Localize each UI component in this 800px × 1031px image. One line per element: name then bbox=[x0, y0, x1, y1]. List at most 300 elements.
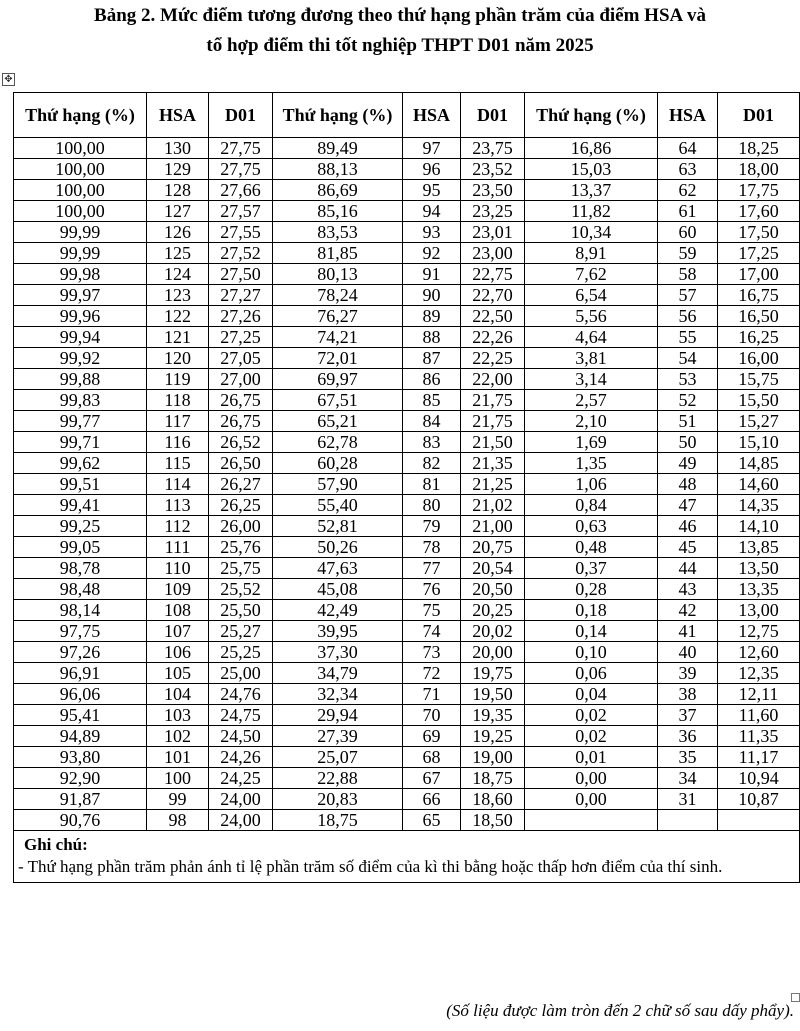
table-cell: 17,75 bbox=[718, 180, 800, 201]
table-cell: 49 bbox=[658, 453, 718, 474]
table-cell: 26,27 bbox=[209, 474, 273, 495]
table-row bbox=[14, 411, 800, 432]
table-cell: 27,52 bbox=[209, 243, 273, 264]
table-cell: 25,27 bbox=[209, 621, 273, 642]
table-cell: 0,02 bbox=[525, 726, 658, 747]
table-row bbox=[14, 768, 800, 789]
table-cell: 86,69 bbox=[273, 180, 403, 201]
table-cell: 17,50 bbox=[718, 222, 800, 243]
table-cell: 47,63 bbox=[273, 558, 403, 579]
table-cell: 81,85 bbox=[273, 243, 403, 264]
table-cell: 24,50 bbox=[209, 726, 273, 747]
table-cell: 26,52 bbox=[209, 432, 273, 453]
table-cell: 80 bbox=[403, 495, 461, 516]
table-cell: 100,00 bbox=[14, 159, 147, 180]
table-cell: 17,25 bbox=[718, 243, 800, 264]
table-cell: 36 bbox=[658, 726, 718, 747]
table-cell: 13,85 bbox=[718, 537, 800, 558]
table-cell: 95,41 bbox=[14, 705, 147, 726]
table-cell: 74 bbox=[403, 621, 461, 642]
table-cell: 99,98 bbox=[14, 264, 147, 285]
table-cell: 59 bbox=[658, 243, 718, 264]
table-cell: 89 bbox=[403, 306, 461, 327]
table-cell: 111 bbox=[147, 537, 209, 558]
table-cell: 15,10 bbox=[718, 432, 800, 453]
table-cell: 25,50 bbox=[209, 600, 273, 621]
table-row bbox=[14, 201, 800, 222]
table-cell: 10,87 bbox=[718, 789, 800, 810]
table-cell: 50,26 bbox=[273, 537, 403, 558]
table-cell: 69 bbox=[403, 726, 461, 747]
table-row bbox=[14, 369, 800, 390]
table-cell: 94 bbox=[403, 201, 461, 222]
table-cell: 98,48 bbox=[14, 579, 147, 600]
table-cell: 27,25 bbox=[209, 327, 273, 348]
table-cell: 20,50 bbox=[461, 579, 525, 600]
table-cell: 99,62 bbox=[14, 453, 147, 474]
table-row bbox=[14, 663, 800, 684]
table-cell: 0,06 bbox=[525, 663, 658, 684]
table-cell: 50 bbox=[658, 432, 718, 453]
table-cell: 26,75 bbox=[209, 390, 273, 411]
table-cell: 42 bbox=[658, 600, 718, 621]
header-hsa-1: HSA bbox=[147, 93, 209, 138]
table-cell: 121 bbox=[147, 327, 209, 348]
table-cell: 97 bbox=[403, 138, 461, 159]
table-row bbox=[14, 747, 800, 768]
table-cell: 13,37 bbox=[525, 180, 658, 201]
table-cell: 75 bbox=[403, 600, 461, 621]
table-cell: 47 bbox=[658, 495, 718, 516]
table-cell: 72 bbox=[403, 663, 461, 684]
table-cell: 98,14 bbox=[14, 600, 147, 621]
table-cell: 70 bbox=[403, 705, 461, 726]
table-cell: 27,75 bbox=[209, 159, 273, 180]
table-cell: 98 bbox=[147, 810, 209, 831]
table-cell: 99,99 bbox=[14, 243, 147, 264]
table-cell: 15,50 bbox=[718, 390, 800, 411]
table-cell: 19,50 bbox=[461, 684, 525, 705]
title-line-1: Bảng 2. Mức điểm tương đương theo thứ hạng phần trăm của điểm HSA và bbox=[94, 5, 706, 26]
table-cell: 98,78 bbox=[14, 558, 147, 579]
table-cell: 31 bbox=[658, 789, 718, 810]
table-cell: 23,52 bbox=[461, 159, 525, 180]
table-cell: 68 bbox=[403, 747, 461, 768]
table-row bbox=[14, 537, 800, 558]
table-row bbox=[14, 453, 800, 474]
table-cell: 24,76 bbox=[209, 684, 273, 705]
table-cell: 119 bbox=[147, 369, 209, 390]
table-row bbox=[14, 705, 800, 726]
table-cell: 118 bbox=[147, 390, 209, 411]
table-cell: 0,48 bbox=[525, 537, 658, 558]
table-cell: 15,75 bbox=[718, 369, 800, 390]
table-cell: 1,69 bbox=[525, 432, 658, 453]
table-cell: 27,39 bbox=[273, 726, 403, 747]
table-cell: 40 bbox=[658, 642, 718, 663]
table-cell: 0,14 bbox=[525, 621, 658, 642]
table-cell: 22,00 bbox=[461, 369, 525, 390]
table-cell bbox=[525, 810, 658, 831]
table-cell: 12,60 bbox=[718, 642, 800, 663]
table-cell: 21,35 bbox=[461, 453, 525, 474]
table-cell: 25,00 bbox=[209, 663, 273, 684]
table-cell: 17,60 bbox=[718, 201, 800, 222]
table-cell: 88,13 bbox=[273, 159, 403, 180]
table-cell: 19,25 bbox=[461, 726, 525, 747]
table-cell: 100,00 bbox=[14, 138, 147, 159]
table-cell: 27,05 bbox=[209, 348, 273, 369]
table-cell bbox=[718, 810, 800, 831]
table-cell: 128 bbox=[147, 180, 209, 201]
table-cell: 14,85 bbox=[718, 453, 800, 474]
table-cell: 79 bbox=[403, 516, 461, 537]
table-cell: 6,54 bbox=[525, 285, 658, 306]
table-cell: 26,00 bbox=[209, 516, 273, 537]
table-cell: 52 bbox=[658, 390, 718, 411]
table-cell: 25,76 bbox=[209, 537, 273, 558]
table-cell: 16,75 bbox=[718, 285, 800, 306]
table-cell: 97,75 bbox=[14, 621, 147, 642]
table-cell: 11,35 bbox=[718, 726, 800, 747]
table-cell: 109 bbox=[147, 579, 209, 600]
source-note: (Số liệu được làm tròn đến 2 chữ số sau dấy phẩy). bbox=[446, 1001, 794, 1020]
table-cell: 21,00 bbox=[461, 516, 525, 537]
table-cell: 13,50 bbox=[718, 558, 800, 579]
table-cell: 97,26 bbox=[14, 642, 147, 663]
table-cell: 34,79 bbox=[273, 663, 403, 684]
table-cell: 0,02 bbox=[525, 705, 658, 726]
table-cell: 91 bbox=[403, 264, 461, 285]
table-cell: 51 bbox=[658, 411, 718, 432]
table-cell: 7,62 bbox=[525, 264, 658, 285]
table-cell: 67 bbox=[403, 768, 461, 789]
table-move-handle-icon[interactable]: ✥ bbox=[2, 73, 15, 86]
table-cell: 0,18 bbox=[525, 600, 658, 621]
table-cell: 11,60 bbox=[718, 705, 800, 726]
table-cell: 13,00 bbox=[718, 600, 800, 621]
table-cell: 21,50 bbox=[461, 432, 525, 453]
table-cell: 16,25 bbox=[718, 327, 800, 348]
table-row bbox=[14, 432, 800, 453]
table-cell: 72,01 bbox=[273, 348, 403, 369]
header-rank-1: Thứ hạng (%) bbox=[14, 93, 147, 138]
table-cell: 80,13 bbox=[273, 264, 403, 285]
table-cell: 18,60 bbox=[461, 789, 525, 810]
table-cell: 63 bbox=[658, 159, 718, 180]
table-cell: 18,25 bbox=[718, 138, 800, 159]
table-cell: 93 bbox=[403, 222, 461, 243]
table-cell: 48 bbox=[658, 474, 718, 495]
table-cell: 29,94 bbox=[273, 705, 403, 726]
table-cell: 21,25 bbox=[461, 474, 525, 495]
table-cell: 39 bbox=[658, 663, 718, 684]
table-row bbox=[14, 495, 800, 516]
table-cell: 22,25 bbox=[461, 348, 525, 369]
table-cell: 0,28 bbox=[525, 579, 658, 600]
table-cell: 19,00 bbox=[461, 747, 525, 768]
table-body bbox=[14, 138, 800, 831]
table-cell: 27,55 bbox=[209, 222, 273, 243]
table-cell: 14,60 bbox=[718, 474, 800, 495]
score-equivalence-table bbox=[13, 92, 800, 883]
table-cell: 115 bbox=[147, 453, 209, 474]
table-cell: 55 bbox=[658, 327, 718, 348]
table-cell: 83,53 bbox=[273, 222, 403, 243]
table-cell: 120 bbox=[147, 348, 209, 369]
table-cell: 27,26 bbox=[209, 306, 273, 327]
table-cell: 99,71 bbox=[14, 432, 147, 453]
table-cell: 96,91 bbox=[14, 663, 147, 684]
table-cell: 99,94 bbox=[14, 327, 147, 348]
table-cell: 22,26 bbox=[461, 327, 525, 348]
table-cell: 71 bbox=[403, 684, 461, 705]
table-cell: 99,97 bbox=[14, 285, 147, 306]
table-cell: 23,00 bbox=[461, 243, 525, 264]
table-cell: 99,51 bbox=[14, 474, 147, 495]
table-cell: 82 bbox=[403, 453, 461, 474]
table-cell: 100,00 bbox=[14, 201, 147, 222]
table-row bbox=[14, 684, 800, 705]
table-cell: 85,16 bbox=[273, 201, 403, 222]
note-cell bbox=[14, 831, 800, 883]
table-cell: 99,92 bbox=[14, 348, 147, 369]
table-cell: 14,10 bbox=[718, 516, 800, 537]
table-row bbox=[14, 138, 800, 159]
table-cell: 8,91 bbox=[525, 243, 658, 264]
table-cell: 99 bbox=[147, 789, 209, 810]
table-cell: 85 bbox=[403, 390, 461, 411]
table-cell: 56 bbox=[658, 306, 718, 327]
table-row bbox=[14, 180, 800, 201]
table-row bbox=[14, 222, 800, 243]
table-cell: 66 bbox=[403, 789, 461, 810]
header-rank-3: Thứ hạng (%) bbox=[525, 93, 658, 138]
table-cell: 22,70 bbox=[461, 285, 525, 306]
table-cell: 122 bbox=[147, 306, 209, 327]
table-cell: 22,50 bbox=[461, 306, 525, 327]
table-cell: 34 bbox=[658, 768, 718, 789]
table-row bbox=[14, 642, 800, 663]
table-cell: 62 bbox=[658, 180, 718, 201]
table-row bbox=[14, 348, 800, 369]
table-cell: 124 bbox=[147, 264, 209, 285]
table-cell: 99,83 bbox=[14, 390, 147, 411]
table-cell: 20,54 bbox=[461, 558, 525, 579]
table-cell: 25,75 bbox=[209, 558, 273, 579]
table-cell: 65,21 bbox=[273, 411, 403, 432]
table-cell: 90 bbox=[403, 285, 461, 306]
table-cell: 44 bbox=[658, 558, 718, 579]
table-cell: 4,64 bbox=[525, 327, 658, 348]
table-cell: 65 bbox=[403, 810, 461, 831]
table-cell: 78 bbox=[403, 537, 461, 558]
table-cell: 67,51 bbox=[273, 390, 403, 411]
table-cell: 11,82 bbox=[525, 201, 658, 222]
header-hsa-3: HSA bbox=[658, 93, 718, 138]
table-cell: 94,89 bbox=[14, 726, 147, 747]
table-cell: 16,50 bbox=[718, 306, 800, 327]
table-cell: 18,50 bbox=[461, 810, 525, 831]
table-cell: 27,50 bbox=[209, 264, 273, 285]
table-cell: 22,75 bbox=[461, 264, 525, 285]
table-cell: 27,00 bbox=[209, 369, 273, 390]
table-cell: 16,86 bbox=[525, 138, 658, 159]
table-cell: 19,75 bbox=[461, 663, 525, 684]
table-cell: 24,26 bbox=[209, 747, 273, 768]
table-cell: 3,14 bbox=[525, 369, 658, 390]
table-cell: 99,05 bbox=[14, 537, 147, 558]
table-cell: 60,28 bbox=[273, 453, 403, 474]
table-cell: 96 bbox=[403, 159, 461, 180]
table-cell: 60 bbox=[658, 222, 718, 243]
table-cell: 107 bbox=[147, 621, 209, 642]
table-cell: 61 bbox=[658, 201, 718, 222]
table-cell: 117 bbox=[147, 411, 209, 432]
table-cell: 24,00 bbox=[209, 789, 273, 810]
table-cell: 18,75 bbox=[461, 768, 525, 789]
table-cell: 108 bbox=[147, 600, 209, 621]
table-row bbox=[14, 558, 800, 579]
table-cell: 52,81 bbox=[273, 516, 403, 537]
table-cell: 99,41 bbox=[14, 495, 147, 516]
table-cell: 27,27 bbox=[209, 285, 273, 306]
table-cell: 93,80 bbox=[14, 747, 147, 768]
table-cell: 27,75 bbox=[209, 138, 273, 159]
table-row bbox=[14, 390, 800, 411]
table-cell: 127 bbox=[147, 201, 209, 222]
table-cell: 23,75 bbox=[461, 138, 525, 159]
table-cell: 77 bbox=[403, 558, 461, 579]
table-cell: 90,76 bbox=[14, 810, 147, 831]
table-cell: 129 bbox=[147, 159, 209, 180]
table-row bbox=[14, 516, 800, 537]
table-row bbox=[14, 474, 800, 495]
table-cell: 10,34 bbox=[525, 222, 658, 243]
table-cell: 95 bbox=[403, 180, 461, 201]
table-cell: 23,50 bbox=[461, 180, 525, 201]
table-cell: 24,75 bbox=[209, 705, 273, 726]
table-cell: 123 bbox=[147, 285, 209, 306]
note-row bbox=[14, 831, 800, 883]
table-title bbox=[0, 1, 800, 61]
header-rank-2: Thứ hạng (%) bbox=[273, 93, 403, 138]
table-cell: 57 bbox=[658, 285, 718, 306]
table-row bbox=[14, 621, 800, 642]
table-row bbox=[14, 600, 800, 621]
table-cell: 100,00 bbox=[14, 180, 147, 201]
table-cell: 76 bbox=[403, 579, 461, 600]
table-cell: 1,06 bbox=[525, 474, 658, 495]
table-cell: 0,01 bbox=[525, 747, 658, 768]
table-cell: 69,97 bbox=[273, 369, 403, 390]
table-cell: 0,00 bbox=[525, 789, 658, 810]
table-cell: 0,84 bbox=[525, 495, 658, 516]
note-title: Ghi chú: bbox=[24, 835, 88, 854]
table-cell: 92,90 bbox=[14, 768, 147, 789]
header-hsa-2: HSA bbox=[403, 93, 461, 138]
table-cell: 130 bbox=[147, 138, 209, 159]
header-d01-2: D01 bbox=[461, 93, 525, 138]
table-cell: 91,87 bbox=[14, 789, 147, 810]
table-cell: 32,34 bbox=[273, 684, 403, 705]
table-cell: 23,25 bbox=[461, 201, 525, 222]
table-cell: 99,88 bbox=[14, 369, 147, 390]
table-cell: 113 bbox=[147, 495, 209, 516]
table-cell: 25,52 bbox=[209, 579, 273, 600]
table-cell: 15,27 bbox=[718, 411, 800, 432]
table-cell: 45 bbox=[658, 537, 718, 558]
table-cell: 10,94 bbox=[718, 768, 800, 789]
table-row bbox=[14, 306, 800, 327]
table-row bbox=[14, 159, 800, 180]
table-cell: 100 bbox=[147, 768, 209, 789]
table-cell: 81 bbox=[403, 474, 461, 495]
table-cell: 0,04 bbox=[525, 684, 658, 705]
header-d01-3: D01 bbox=[718, 93, 800, 138]
table-cell: 2,10 bbox=[525, 411, 658, 432]
table-cell: 37,30 bbox=[273, 642, 403, 663]
table-cell: 12,11 bbox=[718, 684, 800, 705]
table-cell: 42,49 bbox=[273, 600, 403, 621]
table-cell: 96,06 bbox=[14, 684, 147, 705]
table-cell: 99,99 bbox=[14, 222, 147, 243]
table-cell: 86 bbox=[403, 369, 461, 390]
table-cell: 13,35 bbox=[718, 579, 800, 600]
table-cell: 20,02 bbox=[461, 621, 525, 642]
table-cell: 110 bbox=[147, 558, 209, 579]
table-cell: 78,24 bbox=[273, 285, 403, 306]
table-cell: 15,03 bbox=[525, 159, 658, 180]
table-cell: 24,00 bbox=[209, 810, 273, 831]
table-cell: 105 bbox=[147, 663, 209, 684]
table-cell: 25,25 bbox=[209, 642, 273, 663]
table-cell: 27,57 bbox=[209, 201, 273, 222]
table-row bbox=[14, 789, 800, 810]
table-cell: 14,35 bbox=[718, 495, 800, 516]
table-cell: 38 bbox=[658, 684, 718, 705]
table-cell: 53 bbox=[658, 369, 718, 390]
table-cell: 84 bbox=[403, 411, 461, 432]
table-cell: 20,25 bbox=[461, 600, 525, 621]
table-header-row bbox=[14, 93, 800, 138]
table-cell: 125 bbox=[147, 243, 209, 264]
table-row bbox=[14, 810, 800, 831]
table-cell: 99,77 bbox=[14, 411, 147, 432]
table-cell: 0,37 bbox=[525, 558, 658, 579]
table-cell: 24,25 bbox=[209, 768, 273, 789]
table-row bbox=[14, 285, 800, 306]
table-cell: 21,02 bbox=[461, 495, 525, 516]
table-row bbox=[14, 579, 800, 600]
table-cell: 12,35 bbox=[718, 663, 800, 684]
table-cell: 54 bbox=[658, 348, 718, 369]
table-cell: 55,40 bbox=[273, 495, 403, 516]
table-cell: 37 bbox=[658, 705, 718, 726]
title-line-2: tổ hợp điểm thi tốt nghiệp THPT D01 năm 2025 bbox=[206, 35, 594, 56]
table-cell: 20,83 bbox=[273, 789, 403, 810]
table-cell: 45,08 bbox=[273, 579, 403, 600]
table-cell: 104 bbox=[147, 684, 209, 705]
table-cell: 57,90 bbox=[273, 474, 403, 495]
table-cell: 12,75 bbox=[718, 621, 800, 642]
table-cell: 112 bbox=[147, 516, 209, 537]
table-cell: 73 bbox=[403, 642, 461, 663]
table-cell: 20,00 bbox=[461, 642, 525, 663]
table-cell: 16,00 bbox=[718, 348, 800, 369]
table-cell: 26,75 bbox=[209, 411, 273, 432]
table-cell: 101 bbox=[147, 747, 209, 768]
